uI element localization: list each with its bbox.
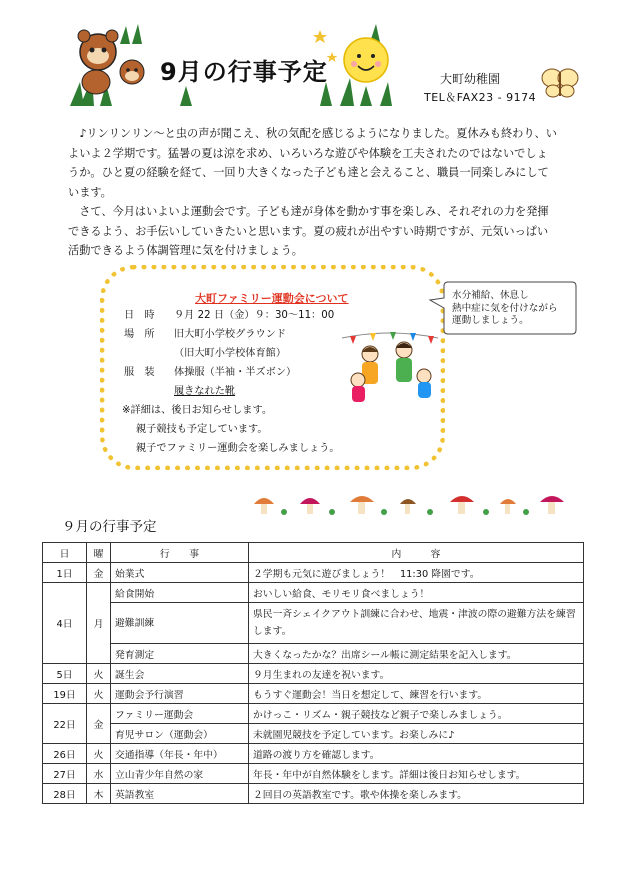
family-illustration — [340, 330, 440, 410]
bubble-line: 水分補給、休息し — [452, 290, 529, 301]
weekday-cell: 火 — [87, 664, 111, 684]
table-row — [43, 583, 584, 603]
intro-paragraph: さて、今月はいよいよ運動会です。子ども達が身体を動かす事を楽しみ、それぞれの力を発揮できるよう、お手伝いしていきたいと思います。夏の疲れが出やすい時期ですが、元気いっぱい活動できるよう体調管理に気を付けましょう。 — [68, 205, 549, 257]
table-row — [43, 603, 584, 644]
column-header: 行 事 — [111, 543, 249, 563]
page-title: 9月の行事予定 — [160, 58, 328, 86]
place-sub: （旧大町小学校体育館） — [174, 348, 287, 359]
table-row — [43, 664, 584, 684]
event-cell: 始業式 — [111, 563, 249, 583]
day-cell: 19日 — [43, 684, 87, 704]
event-cell: 運動会予行演習 — [111, 684, 249, 704]
weekday-cell: 木 — [87, 784, 111, 804]
event-cell: 避難訓練 — [111, 603, 249, 644]
bubble-line: 運動しましょう。 — [452, 315, 529, 326]
intro-text — [68, 124, 558, 261]
day-cell: 5日 — [43, 664, 87, 684]
content-cell: 未就園児競技を予定しています。お楽しみに♪ — [249, 724, 584, 744]
schedule-table — [42, 542, 584, 804]
content-cell: おいしい給食、モリモリ食べましょう！ — [249, 583, 584, 603]
event-cell: 給食開始 — [111, 583, 249, 603]
event-title: 大町ファミリー運動会について — [195, 292, 349, 305]
weekday-cell: 月 — [87, 583, 111, 664]
content-cell: ２学期も元気に遊びましょう！ 11:30 降園です。 — [249, 563, 584, 583]
dress-shoes: 履きなれた靴 — [174, 386, 236, 397]
event-cell: 交通指導（年長・年中） — [111, 744, 249, 764]
place-value: 旧大町小学校グラウンド — [174, 329, 287, 340]
table-header-row — [43, 543, 584, 563]
weekday-cell: 火 — [87, 684, 111, 704]
column-header: 日 — [43, 543, 87, 563]
event-cell: 誕生会 — [111, 664, 249, 684]
date-label: 日 時 — [124, 310, 155, 321]
content-cell: ９月生まれの友達を祝います。 — [249, 664, 584, 684]
event-note: 親子競技も予定しています。 — [136, 424, 268, 435]
weekday-cell: 火 — [87, 744, 111, 764]
place-label: 場 所 — [124, 329, 155, 340]
mushroom-border — [250, 490, 580, 518]
content-cell: 県民一斉シェイクアウト訓練に合わせ、地震・津波の際の避難方法を練習します。 — [249, 603, 584, 644]
table-row — [43, 724, 584, 744]
event-cell: 英語教室 — [111, 784, 249, 804]
weekday-cell: 金 — [87, 704, 111, 744]
weekday-cell: 水 — [87, 764, 111, 784]
table-row — [43, 563, 584, 583]
date-value: ９月 22 日（金）９：30〜11：00 — [174, 310, 335, 321]
weekday-cell: 金 — [87, 563, 111, 583]
content-cell: 道路の渡り方を確認します。 — [249, 744, 584, 764]
content-cell: かけっこ・リズム・親子競技など親子で楽しみましょう。 — [249, 704, 584, 724]
event-cell: 立山青少年自然の家 — [111, 764, 249, 784]
content-cell: もうすぐ運動会！当日を想定して、練習を行います。 — [249, 684, 584, 704]
day-cell: 4日 — [43, 583, 87, 664]
content-cell: 年長・年中が自然体験をします。詳細は後日お知らせします。 — [249, 764, 584, 784]
day-cell: 28日 — [43, 784, 87, 804]
column-header: 曜 — [87, 543, 111, 563]
event-note: 親子でファミリー運動会を楽しみましょう。 — [136, 443, 340, 454]
sun-illustration — [344, 38, 388, 82]
event-cell: 育児サロン（運動会） — [111, 724, 249, 744]
table-row — [43, 744, 584, 764]
day-cell: 26日 — [43, 744, 87, 764]
content-cell: 大きくなったかな？出席シール帳に測定結果を記入します。 — [249, 644, 584, 664]
bubble-line: 熱中症に気を付けながら — [452, 302, 558, 314]
butterfly-icon — [540, 66, 580, 100]
day-cell: 27日 — [43, 764, 87, 784]
content-cell: ２回目の英語教室です。歌や体操を楽しみます。 — [249, 784, 584, 804]
event-cell: ファミリー運動会 — [111, 704, 249, 724]
schedule-heading: ９月の行事予定 — [62, 519, 157, 535]
table-row — [43, 704, 584, 724]
table-row — [43, 684, 584, 704]
dress-label: 服 装 — [124, 367, 155, 378]
bubble-text — [452, 290, 558, 328]
column-header: 内 容 — [249, 543, 584, 563]
day-cell: 1日 — [43, 563, 87, 583]
table-row — [43, 764, 584, 784]
school-tel: TEL＆FAX23 - 9174 — [424, 91, 537, 104]
table-row — [43, 644, 584, 664]
school-name: 大町幼稚園 — [440, 72, 501, 86]
event-cell: 発育測定 — [111, 644, 249, 664]
table-row — [43, 784, 584, 804]
event-note: ※詳細は、後日お知らせします。 — [122, 405, 273, 416]
day-cell: 22日 — [43, 704, 87, 744]
dress-value: 体操服（半袖・半ズボン） — [174, 367, 297, 378]
intro-paragraph: ♪リンリンリン〜と虫の声が聞こえ、秋の気配を感じるようになりました。夏休みも終わり、いよいよ２学期です。猛暑の夏は涼を求め、いろいろな遊びや体験を工夫されたのではないでしょうか。ひと夏の経験を経て、一回り大きくなった子ども達と会えること、職員一同楽しみにしています。 — [68, 127, 557, 199]
